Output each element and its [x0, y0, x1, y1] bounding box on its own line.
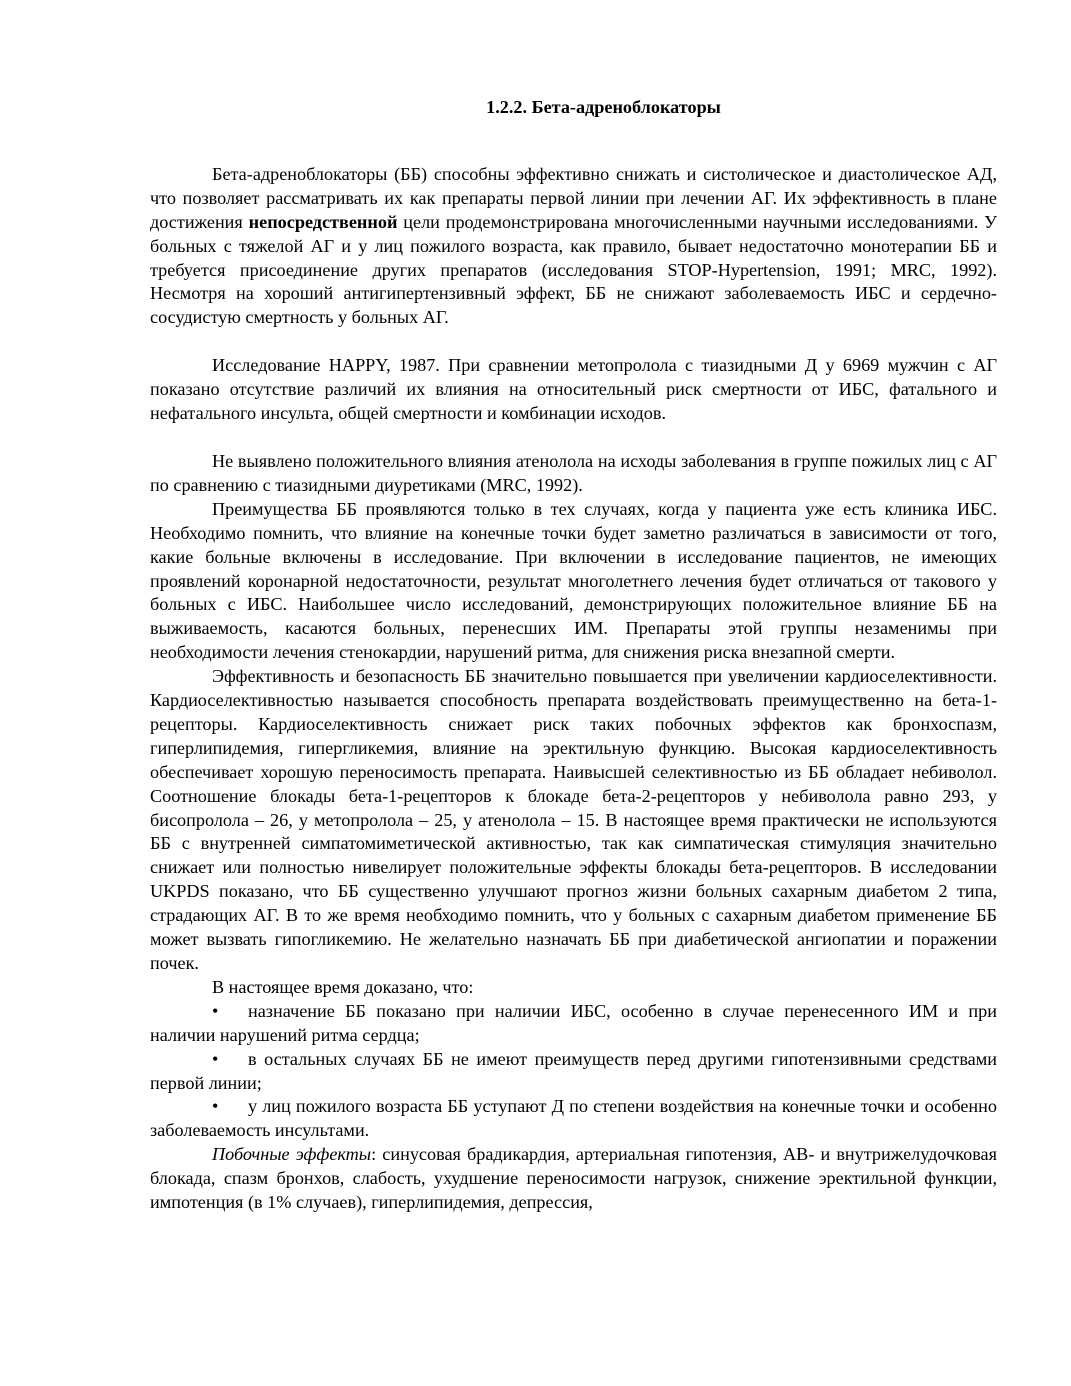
side-effects-heading: Побочные эффекты [212, 1144, 372, 1165]
bold-term: непосредственной [248, 211, 398, 232]
section-title: 1.2.2. Бета-адреноблокаторы [486, 97, 721, 117]
bullet-item [150, 1000, 997, 1048]
paragraph-proven-lead: В настоящее время доказано, что: [212, 976, 474, 997]
bullet-icon: • [212, 1000, 219, 1021]
paragraph-advantages: Преимущества ББ проявляются только в тех случаях, когда у пациента уже есть клиника ИБС. Необходимо помнить, что влияние на конечные точки будет заметно различаться в зависимости от того, какие больные включены в исследование. При включении в исследование пациентов, не имеющих проявлений коронарной недостаточности, результат многолетнего лечения будет отличаться от такового у больных с ИБС. Наибольшее число исследований, демонстрирующих положительное влияние ББ на выживаемость, касаются больных, перенесших ИМ. Препараты этой группы незаменимы при необходимости лечения стенокардии, нарушений ритма, для снижения риска внезапной смерти. [150, 498, 997, 663]
bullet-text: у лиц пожилого возраста ББ уступают Д по степени воздействия на конечные точки и особенно заболеваемость инсультами. [150, 1096, 997, 1141]
paragraph-cardioselectivity: Эффективность и безопасность ББ значительно повышается при увеличении кардиоселективности. Кардиоселективностью называется способность препарата воздействовать преимущественно на бета-1-рецепторы. Кардиоселективность снижает риск таких побочных эффектов как бронхоспазм, гиперлипидемия, гипергликемия, влияние на эректильную функцию. Высокая кардиоселективность обеспечивает хорошую переносимость препарата. Наивысшей селективностью из ББ обладает небиволол. Соотношение блокады бета-1-рецепторов к блокаде бета-2-рецепторов у небиволола равно 293, у бисопролола – 26, у метопролола – 25, у атенолола – 15. В настоящее время практически не используются ББ с внутренней симпатомиметической активностью, так как симпатическая стимуляция значительно снижает или полностью нивелирует положительные эффекты блокады бета-рецепторов. В исследовании UKPDS показано, что ББ существенно улучшают прогноз жизни больных сахарным диабетом 2 типа, страдающих АГ. В то же время необходимо помнить, что у больных с сахарным диабетом применение ББ может вызвать гипогликемию. Не желательно назначать ББ при диабетической ангиопатии и поражении почек. [150, 666, 997, 973]
side-effects-text: : синусовая брадикардия, артериальная гипотензия, АВ- и внутрижелудочковая блокада, спазм бронхов, слабость, ухудшение переносимости нагрузок, снижение эректильной функции, импотенция (в 1% случаев), гиперлипидемия, депрессия, [150, 1144, 997, 1213]
bullet-item [150, 1048, 997, 1096]
paragraph-intro [150, 163, 997, 330]
paragraph-intro-text-b: цели продемонстрирована многочисленными научными исследованиями. У больных с тяжелой АГ и у лиц пожилого возраста, как правило, бывает недостаточно монотерапии ББ и требуется присоединение других препаратов (исследования STOP-Hypertension, 1991; MRC, 1992). Несмотря на хороший антигипертензивный эффект, ББ не снижают заболеваемость ИБС и сердечно-сосудистую смертность у больных АГ. [150, 211, 997, 328]
document-page [150, 96, 997, 1215]
bullet-text: назначение ББ показано при наличии ИБС, особенно в случае перенесенного ИМ и при наличии нарушений ритма сердца; [150, 1000, 997, 1045]
paragraph-side-effects [150, 1143, 997, 1215]
bullet-item [150, 1095, 997, 1143]
bullet-icon: • [212, 1048, 219, 1069]
paragraph-happy-study: Исследование HAPPY, 1987. При сравнении метопролола с тиазидными Д у 6969 мужчин с АГ показано отсутствие различий их влияния на относительный риск смертности от ИБС, фатального и нефатального инсульта, общей смертности и комбинации исходов. [150, 355, 997, 424]
bullet-icon: • [212, 1096, 219, 1117]
paragraph-atenolol: Не выявлено положительного влияния атенолола на исходы заболевания в группе пожилых лиц с АГ по сравнению с тиазидными диуретиками (MRC, 1992). [150, 450, 997, 495]
bullet-text: в остальных случаях ББ не имеют преимуществ перед другими гипотензивными средствами первой линии; [150, 1048, 997, 1093]
paragraph-intro-text-a: Бета-адреноблокаторы (ББ) способны эффективно снижать и систолическое и диастолическое АД, что позволяет рассматривать их как препараты первой линии при лечении АГ. Их эффективность в плане достижения [150, 163, 997, 232]
